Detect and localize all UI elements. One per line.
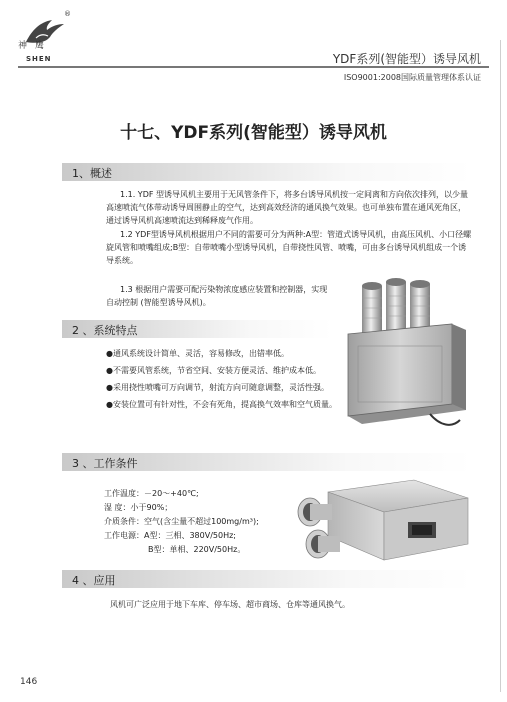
induction-fan-a-type-image: [288, 474, 472, 570]
overview-paragraph-2: 1.2 YDF型诱导风机根据用户不同的需要可分为两种:A型：管道式诱导风机，由高压风机、小口径螺旋风管和喷嘴组成;B型：自带喷嘴小型诱导风机，自带挠性风管、喷嘴，可由多台诱导风机组成一个诱导系统。: [106, 230, 472, 265]
section-bar-application: [62, 570, 472, 588]
registered-mark: ®: [64, 10, 71, 18]
page-title: 十七、YDF系列(智能型）诱导风机: [120, 123, 387, 143]
section-heading-conditions: 3 、工作条件: [72, 457, 138, 470]
feature-item: ●安装位置可有针对性，不会有死角，提高换气效率和空气质量。: [106, 400, 337, 409]
header-certification: ISO9001:2008国际质量管理体系认证: [343, 73, 481, 82]
logo-english-text: SHEN: [26, 55, 52, 63]
spec-medium: 介质条件：空气(含尘量不超过100mg/m³);: [104, 517, 259, 526]
section-heading-overview: 1、概述: [72, 167, 112, 180]
features-list: [106, 347, 338, 412]
spec-power-a: 工作电源：A型：三相、380V/50Hz;: [104, 531, 236, 540]
section-bar-features: [62, 320, 332, 338]
section-bar-conditions: [62, 453, 472, 471]
feature-item: ●不需要风管系统，节省空间、安装方便灵活、维护成本低。: [106, 366, 321, 375]
application-text: 风机可广泛应用于地下车库、停车场、超市商场、仓库等通风换气。: [110, 600, 350, 609]
page-number: 146: [20, 677, 38, 687]
logo-chinese-text: 神鹰: [18, 41, 53, 51]
overview-paragraph-1: 1.1. YDF 型诱导风机主要用于无风管条件下，将多台诱导风机按一定间离和方向依次排列，以少量高速喷流气体带动诱导周围静止的空气，达到高效经济的通风换气效果。也可单独布置在通风死角区，通过诱导风机高速喷流达到稀释废气作用。: [106, 190, 468, 225]
overview-paragraph-3: 1.3 根据用户需要可配污染物浓度感应装置和控制器，实现自动控制 (智能型诱导风机)。: [106, 285, 328, 307]
section-heading-application: 4 、应用: [72, 574, 116, 587]
header-title: YDF系列(智能型）诱导风机: [332, 52, 481, 66]
feature-item: ●通风系统设计简单、灵活，容易修改，出错率低。: [106, 349, 289, 358]
induction-fan-b-type-image: [340, 276, 472, 434]
header-rule: [18, 66, 489, 68]
section-bar-overview: [62, 163, 472, 181]
spec-humidity: 湿 度：小于90%；: [104, 503, 173, 512]
section-heading-features: 2 、系统特点: [72, 324, 138, 337]
spec-temperature: 工作温度：－20～+40℃;: [104, 489, 199, 498]
feature-item: ●采用挠性喷嘴可万向调节，射流方向可随意调整，灵活性强。: [106, 383, 329, 392]
spec-power-b: B型：单相、220V/50Hz。: [148, 545, 246, 554]
